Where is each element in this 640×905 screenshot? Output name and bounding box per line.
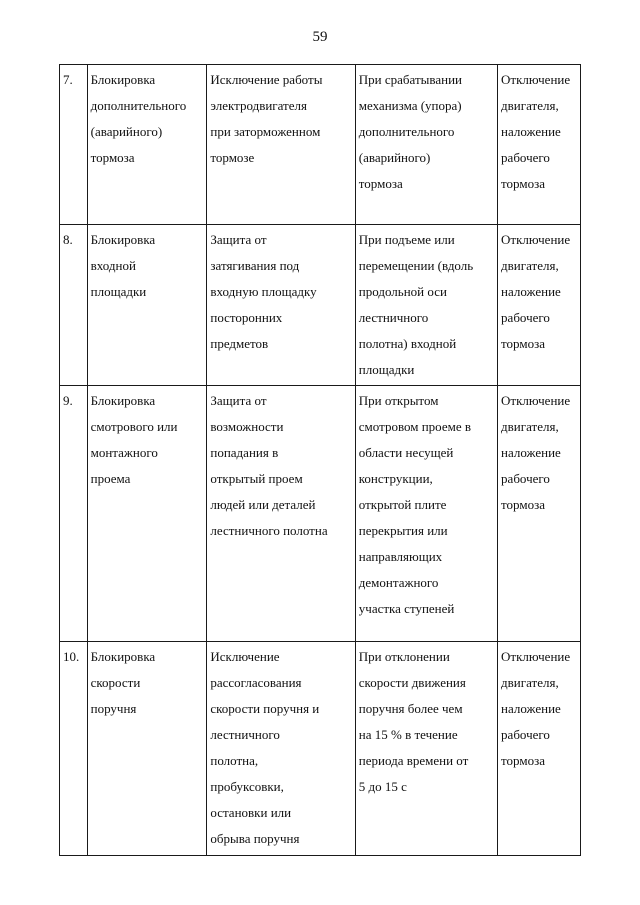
cell-line: поручня более чем [358, 701, 463, 716]
row-number: 9. [63, 393, 73, 408]
cell-line: открытой плите [358, 497, 447, 512]
cell-line: перекрытия или [358, 523, 448, 538]
cell-line: обрыва поручня [210, 831, 300, 846]
cell-line: рабочего [501, 150, 550, 165]
cell-line: остановки или [210, 805, 292, 820]
cell-line: на 15 % в течение [358, 727, 458, 742]
cell-action [498, 225, 581, 386]
cell-line: монтажного [90, 445, 158, 460]
cell-trigger-condition [355, 225, 497, 386]
cell-line: проема [90, 471, 131, 486]
cell-line: скорости движения [358, 675, 466, 690]
cell-line: возможности [210, 419, 284, 434]
cell-line: (аварийного) [358, 150, 431, 165]
cell-line: поручня [90, 701, 137, 716]
cell-line: Блокировка [90, 649, 156, 664]
cell-number [60, 386, 88, 642]
cell-line: лестничного [358, 310, 429, 325]
interlock-table [59, 64, 581, 856]
cell-line: рабочего [501, 310, 550, 325]
cell-line: тормоза [501, 497, 545, 512]
cell-trigger-condition [355, 65, 497, 225]
cell-line: демонтажного [358, 575, 439, 590]
table-row [60, 225, 581, 386]
cell-line: Исключение работы [210, 72, 323, 87]
cell-line: При срабатывании [358, 72, 462, 87]
row-number: 7. [63, 72, 73, 87]
cell-line: двигателя, [501, 258, 559, 273]
cell-line: рассогласования [210, 675, 302, 690]
cell-line: периода времени от [358, 753, 469, 768]
cell-number [60, 225, 88, 386]
cell-line: тормоза [501, 336, 545, 351]
table-row [60, 642, 581, 856]
cell-line: дополнительного [90, 98, 187, 113]
cell-line: наложение [501, 701, 561, 716]
cell-line: Отключение [501, 72, 571, 87]
cell-line: наложение [501, 445, 561, 460]
cell-line: затягивания под [210, 258, 300, 273]
cell-line: наложение [501, 284, 561, 299]
cell-line: полотна) входной [358, 336, 457, 351]
cell-line: скорости [90, 675, 141, 690]
cell-line: площадки [358, 362, 415, 377]
cell-line: наложение [501, 124, 561, 139]
cell-line: рабочего [501, 727, 550, 742]
table-body [60, 65, 581, 856]
cell-line: области несущей [358, 445, 454, 460]
cell-line: входной [90, 258, 136, 273]
cell-line: Блокировка [90, 393, 156, 408]
cell-line: конструкции, [358, 471, 433, 486]
cell-line: Отключение [501, 649, 571, 664]
cell-line: продольной оси [358, 284, 447, 299]
cell-line: смотрового или [90, 419, 178, 434]
cell-purpose [207, 225, 355, 386]
cell-line: Отключение [501, 232, 571, 247]
cell-interlock-name [87, 65, 207, 225]
cell-line: посторонних [210, 310, 283, 325]
cell-line: Исключение [210, 649, 280, 664]
cell-line: смотровом проеме в [358, 419, 471, 434]
cell-line: направляющих [358, 549, 443, 564]
cell-line: тормозе [210, 150, 255, 165]
cell-line: механизма (упора) [358, 98, 462, 113]
cell-line: пробуксовки, [210, 779, 284, 794]
cell-line: попадания в [210, 445, 279, 460]
cell-line: полотна, [210, 753, 259, 768]
cell-line: рабочего [501, 471, 550, 486]
cell-purpose [207, 642, 355, 856]
cell-interlock-name [87, 642, 207, 856]
cell-line: скорости поручня и [210, 701, 320, 716]
cell-line: (аварийного) [90, 124, 163, 139]
cell-line: участка ступеней [358, 601, 455, 616]
cell-line: открытый проем [210, 471, 303, 486]
cell-action [498, 386, 581, 642]
cell-line: Защита от [210, 232, 267, 247]
cell-line: предметов [210, 336, 269, 351]
cell-line: лестничного полотна [210, 523, 328, 538]
cell-line: 5 до 15 с [358, 779, 407, 794]
page-number: 59 [312, 29, 328, 45]
cell-line: лестничного [210, 727, 280, 742]
cell-number [60, 65, 88, 225]
cell-line: Отключение [501, 393, 571, 408]
cell-interlock-name [87, 225, 207, 386]
cell-line: двигателя, [501, 419, 559, 434]
cell-line: тормоза [90, 150, 135, 165]
cell-interlock-name [87, 386, 207, 642]
cell-line: Защита от [210, 393, 267, 408]
table-row [60, 386, 581, 642]
cell-line: При открытом [358, 393, 439, 408]
cell-line: двигателя, [501, 675, 559, 690]
cell-line: людей или деталей [210, 497, 316, 512]
cell-purpose [207, 386, 355, 642]
cell-line: дополнительного [358, 124, 455, 139]
table-row [60, 65, 581, 225]
cell-line: тормоза [501, 176, 545, 191]
cell-line: входную площадку [210, 284, 317, 299]
cell-line: При подъеме или [358, 232, 455, 247]
row-number: 8. [63, 232, 73, 247]
cell-line: При отклонении [358, 649, 450, 664]
cell-purpose [207, 65, 355, 225]
cell-line: тормоза [358, 176, 403, 191]
cell-trigger-condition [355, 386, 497, 642]
cell-number [60, 642, 88, 856]
row-number: 10. [63, 649, 80, 664]
cell-line: Блокировка [90, 72, 156, 87]
cell-line: при заторможенном [210, 124, 321, 139]
cell-line: Блокировка [90, 232, 156, 247]
cell-line: электродвигателя [210, 98, 307, 113]
cell-action [498, 65, 581, 225]
cell-line: перемещении (вдоль [358, 258, 474, 273]
cell-action [498, 642, 581, 856]
cell-trigger-condition [355, 642, 497, 856]
cell-line: площадки [90, 284, 147, 299]
cell-line: тормоза [501, 753, 545, 768]
cell-line: двигателя, [501, 98, 559, 113]
